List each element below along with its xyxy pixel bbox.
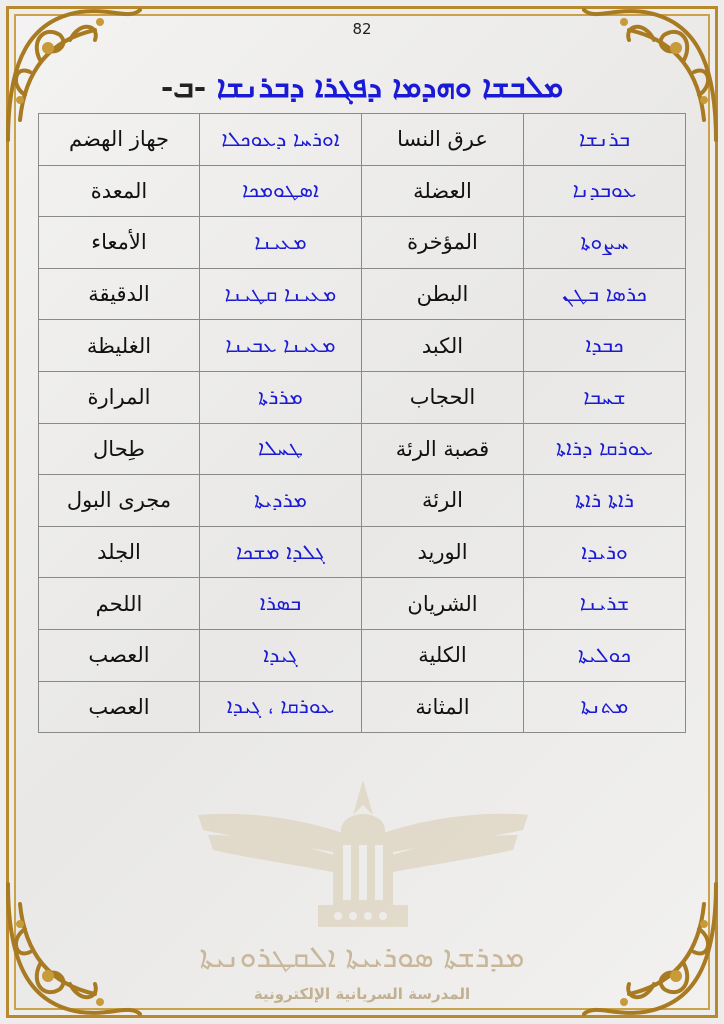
arabic-meaning-cell: العصب	[39, 681, 200, 733]
arabic-meaning-cell: الدقيقة	[39, 268, 200, 320]
arabic-meaning-cell: الأمعاء	[39, 217, 200, 269]
syriac-term-cell: ܟܘܠܝܬܐ	[524, 629, 686, 681]
syriac-term-cell: ܓܠܕܐ ܡܫܟܐ	[200, 526, 362, 578]
table-row	[39, 165, 686, 217]
syriac-term-cell: ܪܐܬܐ ܪܐܬܐ	[524, 475, 686, 527]
page-title	[80, 70, 644, 105]
arabic-meaning-cell: الكلية	[362, 629, 524, 681]
syriac-term-cell: ܒܣܪܐ	[200, 578, 362, 630]
table-row	[39, 526, 686, 578]
arabic-meaning-cell: مجرى البول	[39, 475, 200, 527]
syriac-term-cell: ܟܪܣܐ ܒܛܢ	[524, 268, 686, 320]
syriac-term-cell: ܓܝܕܐ	[200, 629, 362, 681]
arabic-meaning-cell: الكبد	[362, 320, 524, 372]
syriac-term-cell: ܡܪܪܬܐ	[200, 371, 362, 423]
syriac-term-cell: ܡܥܝܢܐ	[200, 217, 362, 269]
syriac-term-cell: ܫܚܒܐ	[524, 371, 686, 423]
page-number: 82	[352, 20, 372, 38]
title-syriac: ܡܠܒܫܐ ܘܗܕܡܐ ܕܦܓܪܐ ܕܒܪܢܫܐ	[216, 70, 564, 105]
syriac-term-cell: ܡܥܝܢܐ ܥܒܝܢܐ	[200, 320, 362, 372]
syriac-term-cell: ܐܣܛܘܡܟܐ	[200, 165, 362, 217]
table-row	[39, 320, 686, 372]
winged-emblem-watermark	[188, 775, 538, 935]
syriac-term-cell: ܒܪܢܫܐ	[524, 114, 686, 166]
table-row	[39, 475, 686, 527]
arabic-meaning-cell: البطن	[362, 268, 524, 320]
arabic-meaning-cell: العضلة	[362, 165, 524, 217]
arabic-meaning-cell: الرئة	[362, 475, 524, 527]
table-row	[39, 217, 686, 269]
syriac-term-cell: ܥܘܒܕܢܐ	[524, 165, 686, 217]
arabic-meaning-cell: عرق النسا	[362, 114, 524, 166]
arabic-meaning-cell: طِحال	[39, 423, 200, 475]
arabic-meaning-cell: قصبة الرئة	[362, 423, 524, 475]
school-name-arabic: المدرسة السريانية الإلكترونية	[253, 985, 471, 1003]
syriac-term-cell: ܟܒܕܐ	[524, 320, 686, 372]
school-name-syriac: ܡܕܪܫܬܐ ܣܘܪܝܝܬܐ ܐܠܩܛܪܘܢܝܬܐ	[199, 940, 525, 975]
syriac-term-cell: ܘܪܝܕܐ	[524, 526, 686, 578]
title-suffix: -ܒ-	[160, 70, 207, 105]
arabic-meaning-cell: المعدة	[39, 165, 200, 217]
arabic-meaning-cell: الجلد	[39, 526, 200, 578]
table-row	[39, 578, 686, 630]
syriac-term-cell: ܡܬܢܬܐ	[524, 681, 686, 733]
table-row	[39, 371, 686, 423]
arabic-meaning-cell: جهاز الهضم	[39, 114, 200, 166]
syriac-term-cell: ܛܚܠܐ	[200, 423, 362, 475]
syriac-term-cell: ܚܨܘܬܐ	[524, 217, 686, 269]
syriac-term-cell: ܐܘܪܚܐ ܕܥܘܟܠܐ	[200, 114, 362, 166]
syriac-term-cell: ܡܪܕܝܬܐ	[200, 475, 362, 527]
vocabulary-table	[38, 113, 686, 733]
arabic-meaning-cell: المثانة	[362, 681, 524, 733]
arabic-meaning-cell: المؤخرة	[362, 217, 524, 269]
table-row	[39, 681, 686, 733]
arabic-meaning-cell: اللحم	[39, 578, 200, 630]
arabic-meaning-cell: الوريد	[362, 526, 524, 578]
arabic-meaning-cell: الشريان	[362, 578, 524, 630]
syriac-term-cell: ܥܘܪܩܐ ، ܓܝܕܐ	[200, 681, 362, 733]
table-row	[39, 114, 686, 166]
arabic-meaning-cell: الغليظة	[39, 320, 200, 372]
table-row	[39, 268, 686, 320]
syriac-term-cell: ܥܘܪܩܐ ܕܪܐܬܐ	[524, 423, 686, 475]
arabic-meaning-cell: المرارة	[39, 371, 200, 423]
table-row	[39, 629, 686, 681]
syriac-term-cell: ܫܪܝܢܐ	[524, 578, 686, 630]
table-row	[39, 423, 686, 475]
syriac-term-cell: ܡܥܝܢܐ ܩܛܝܢܐ	[200, 268, 362, 320]
arabic-meaning-cell: العصب	[39, 629, 200, 681]
arabic-meaning-cell: الحجاب	[362, 371, 524, 423]
